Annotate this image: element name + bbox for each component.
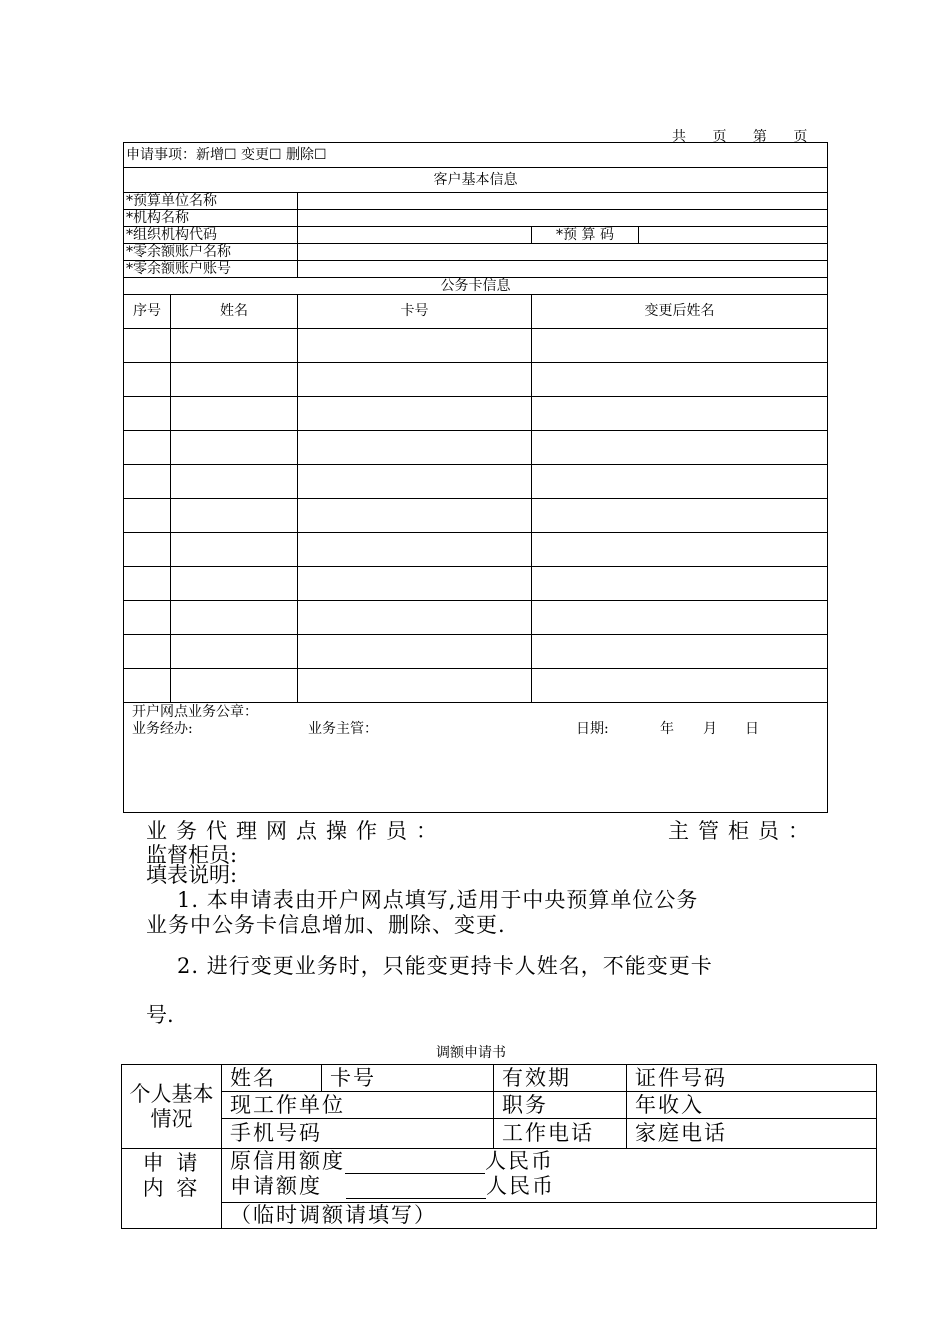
instruction-1-line-2: 业务中公务卡信息增加、删除、变更. (146, 913, 506, 937)
zero-balance-account-no-label: *零余额账户账号 (124, 261, 298, 278)
card-no-cell[interactable] (298, 363, 532, 397)
name-cell[interactable] (171, 635, 298, 669)
org-code-value[interactable] (298, 227, 532, 244)
card-row (124, 431, 828, 465)
new-name-cell[interactable] (532, 669, 828, 703)
new-name-cell[interactable] (532, 363, 828, 397)
annual-income-label: 年收入 (627, 1092, 877, 1119)
name-cell[interactable] (171, 363, 298, 397)
card-no-cell[interactable] (298, 533, 532, 567)
name-cell[interactable] (171, 465, 298, 499)
seq-cell[interactable] (124, 669, 171, 703)
seq-cell[interactable] (124, 431, 171, 465)
instruction-1-line-1: 1. 本申请表由开户网点填写,适用于中央预算单位公务 (177, 888, 699, 912)
card-row (124, 601, 828, 635)
name-cell[interactable] (171, 669, 298, 703)
requested-limit-currency: 人民币 (486, 1174, 555, 1198)
card-no-cell[interactable] (298, 499, 532, 533)
limit-adjustment-form (121, 1064, 877, 1229)
original-limit-blank[interactable] (345, 1153, 485, 1174)
seq-cell[interactable] (124, 329, 171, 363)
card-no-cell[interactable] (298, 431, 532, 465)
col-new-name-header: 变更后姓名 (532, 295, 828, 329)
new-name-cell[interactable] (532, 397, 828, 431)
zero-balance-account-name-value[interactable] (298, 244, 828, 261)
zero-balance-account-no-value[interactable] (298, 261, 828, 278)
requested-limit-blank[interactable] (346, 1178, 486, 1199)
personal-info-label: 个人基本情况 (122, 1065, 222, 1149)
agent-operator-label: 业务代理网点操作员： (146, 819, 446, 843)
card-no-cell[interactable] (298, 567, 532, 601)
supervisor-label: 业务主管： (308, 721, 378, 737)
month-label: 月 (703, 721, 717, 737)
position-label: 职务 (494, 1092, 627, 1119)
card-no-cell[interactable] (298, 669, 532, 703)
new-name-cell[interactable] (532, 465, 828, 499)
card-no-cell[interactable] (298, 329, 532, 363)
temp-adjust-note: （临时调额请填写） (222, 1203, 877, 1229)
card-no-cell[interactable] (298, 397, 532, 431)
valid-period-label: 有效期 (494, 1065, 627, 1092)
budget-unit-name-value[interactable] (298, 193, 828, 210)
new-name-cell[interactable] (532, 431, 828, 465)
card-info-form (123, 142, 828, 813)
budget-unit-name-label: *预算单位名称 (124, 193, 298, 210)
new-name-cell[interactable] (532, 499, 828, 533)
seq-cell[interactable] (124, 499, 171, 533)
new-name-cell[interactable] (532, 567, 828, 601)
card-row (124, 567, 828, 601)
apply-content-label: 申 请 内 容 (122, 1149, 222, 1229)
card-row (124, 363, 828, 397)
day-label: 日 (745, 721, 759, 737)
new-name-cell[interactable] (532, 533, 828, 567)
supervising-teller-label: 监督柜员: (146, 843, 238, 867)
work-phone-label: 工作电话 (494, 1119, 627, 1149)
current-employer-label: 现工作单位 (222, 1092, 494, 1119)
request-item: 申请事项：新增☐ 变更☐ 删除☐ (124, 143, 828, 168)
home-phone-label: 家庭电话 (627, 1119, 877, 1149)
col-name-header: 姓名 (171, 295, 298, 329)
card-row (124, 499, 828, 533)
seq-cell[interactable] (124, 635, 171, 669)
card-row (124, 635, 828, 669)
seq-cell[interactable] (124, 567, 171, 601)
seq-cell[interactable] (124, 363, 171, 397)
name-label: 姓名 (222, 1065, 322, 1092)
handler-label: 业务经办: (132, 721, 193, 737)
branch-seal-label: 开户网点业务公章： (132, 704, 258, 720)
instruction-2-line-2: 号. (146, 1003, 174, 1027)
page-info: 共 页 第 页 (672, 129, 808, 145)
limit-fields (222, 1149, 877, 1203)
name-cell[interactable] (171, 431, 298, 465)
customer-info-header: 客户基本信息 (124, 168, 828, 193)
org-name-label: *机构名称 (124, 210, 298, 227)
original-limit-currency: 人民币 (485, 1149, 554, 1173)
zero-balance-account-name-label: *零余额账户名称 (124, 244, 298, 261)
original-limit-label: 原信用额度 (230, 1149, 345, 1173)
card-row (124, 465, 828, 499)
new-name-cell[interactable] (532, 601, 828, 635)
card-row (124, 669, 828, 703)
requested-limit-label: 申请额度 (230, 1174, 322, 1198)
card-no-cell[interactable] (298, 635, 532, 669)
budget-code-label: *预 算 码 (532, 227, 639, 244)
card-row (124, 397, 828, 431)
seq-cell[interactable] (124, 533, 171, 567)
budget-code-value[interactable] (639, 227, 828, 244)
date-label: 日期: (576, 721, 609, 737)
org-code-label: *组织机构代码 (124, 227, 298, 244)
id-no-label: 证件号码 (627, 1065, 877, 1092)
name-cell[interactable] (171, 397, 298, 431)
signature-area (124, 703, 828, 813)
name-cell[interactable] (171, 601, 298, 635)
org-name-value[interactable] (298, 210, 828, 227)
col-seq-header: 序号 (124, 295, 171, 329)
year-label: 年 (660, 721, 674, 737)
col-card-header: 卡号 (298, 295, 532, 329)
card-no-label: 卡号 (322, 1065, 494, 1092)
adjustment-form-title: 调额申请书 (436, 1045, 506, 1061)
name-cell[interactable] (171, 533, 298, 567)
card-rows (124, 329, 828, 703)
instruction-2-line-1: 2. 进行变更业务时，只能变更持卡人姓名，不能变更卡 (177, 954, 713, 978)
name-cell[interactable] (171, 329, 298, 363)
seq-cell[interactable] (124, 397, 171, 431)
chief-teller-label: 主管柜员： (668, 819, 818, 843)
new-name-cell[interactable] (532, 635, 828, 669)
mobile-label: 手机号码 (222, 1119, 494, 1149)
card-row (124, 533, 828, 567)
card-info-header: 公务卡信息 (124, 278, 828, 295)
card-row (124, 329, 828, 363)
card-no-cell[interactable] (298, 465, 532, 499)
instructions-title: 填表说明: (146, 863, 238, 887)
card-no-cell[interactable] (298, 601, 532, 635)
new-name-cell[interactable] (532, 329, 828, 363)
name-cell[interactable] (171, 499, 298, 533)
seq-cell[interactable] (124, 465, 171, 499)
name-cell[interactable] (171, 567, 298, 601)
seq-cell[interactable] (124, 601, 171, 635)
